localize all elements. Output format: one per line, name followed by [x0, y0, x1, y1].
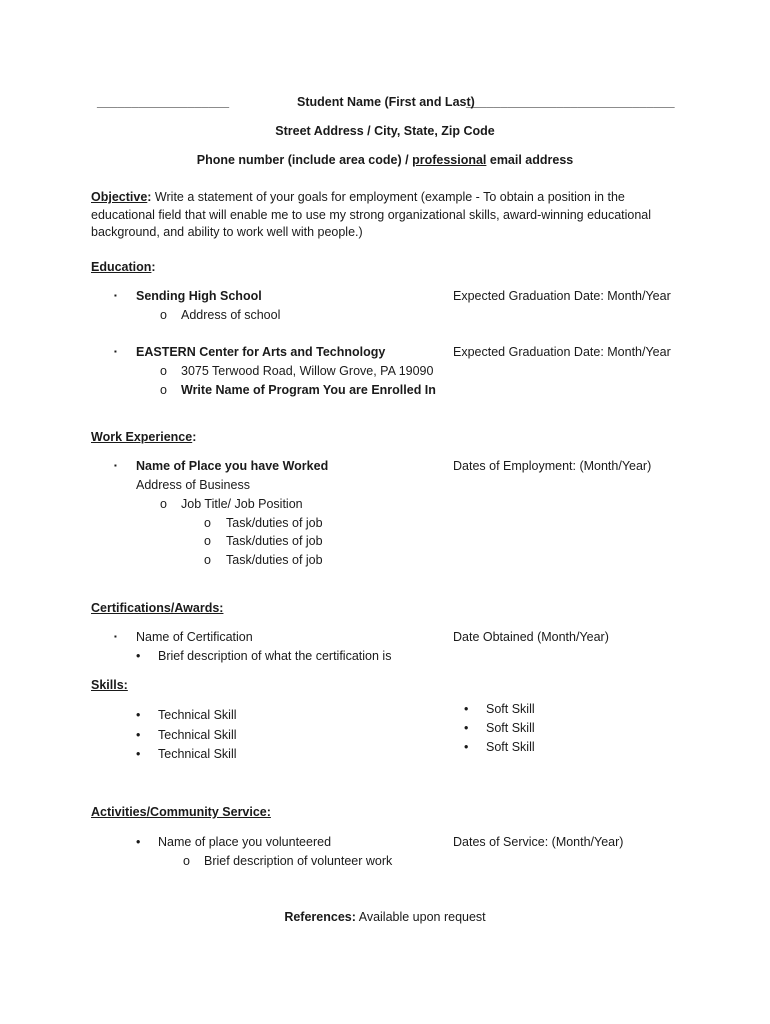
work-heading-text: Work Experience — [91, 430, 193, 444]
skills-heading: Skills: — [91, 678, 128, 692]
dot-bullet-icon: • — [136, 747, 141, 761]
circle-bullet-icon: o — [183, 854, 190, 868]
work-colon: : — [192, 430, 197, 444]
activity-desc: Brief description of volunteer work — [204, 854, 393, 868]
school-1-name: Sending High School — [136, 289, 262, 303]
street-address: Street Address / City, State, Zip Code — [275, 124, 495, 138]
dot-bullet-icon: • — [464, 740, 469, 754]
activity-place: Name of place you volunteered — [158, 835, 332, 849]
email-suffix: email address — [486, 153, 574, 167]
work-heading — [91, 429, 196, 445]
certification-desc: Brief description of what the certification is — [158, 649, 392, 663]
circle-bullet-icon: o — [160, 497, 167, 511]
school-1-date: Expected Graduation Date: Month/Year — [453, 289, 671, 303]
work-title: Job Title/ Job Position — [181, 497, 303, 511]
school-2-program: Write Name of Program You are Enrolled In — [181, 383, 436, 397]
circle-bullet-icon: o — [204, 516, 211, 530]
circle-bullet-icon: o — [160, 383, 167, 397]
dot-bullet-icon: • — [136, 728, 141, 742]
dot-bullet-icon: • — [136, 708, 141, 722]
technical-skill: Technical Skill — [158, 728, 237, 742]
references-text: Available upon request — [358, 910, 486, 924]
school-2-address: 3075 Terwood Road, Willow Grove, PA 19090 — [181, 364, 434, 378]
education-heading-text: Education — [91, 260, 152, 274]
square-bullet-icon: ▪ — [114, 347, 117, 356]
technical-skill: Technical Skill — [158, 708, 237, 722]
certification-date: Date Obtained (Month/Year) — [453, 630, 609, 644]
circle-bullet-icon: o — [160, 364, 167, 378]
school-2-date: Expected Graduation Date: Month/Year — [453, 345, 671, 359]
dot-bullet-icon: • — [136, 649, 141, 663]
professional-word: professional — [412, 153, 487, 167]
objective-label: Objective — [91, 190, 148, 204]
school-1-address: Address of school — [181, 308, 281, 322]
header-line-right: ______________________________ — [466, 95, 675, 109]
student-name: Student Name (First and Last) — [297, 95, 475, 109]
certifications-heading: Certifications/Awards: — [91, 601, 224, 615]
technical-skill: Technical Skill — [158, 747, 237, 761]
objective-text: Write a statement of your goals for employment (example - To obtain a position in the educational field that will enable me to use my strong organizational skills, award-winning educational background, and ability to work well with people.) — [91, 190, 652, 239]
dot-bullet-icon: • — [464, 702, 469, 716]
work-task: Task/duties of job — [226, 516, 323, 530]
school-2-name: EASTERN Center for Arts and Technology — [136, 345, 386, 359]
soft-skill: Soft Skill — [486, 702, 535, 716]
soft-skill: Soft Skill — [486, 740, 535, 754]
dot-bullet-icon: • — [464, 721, 469, 735]
phone-email-line — [0, 152, 770, 168]
circle-bullet-icon: o — [160, 308, 167, 322]
square-bullet-icon: ▪ — [114, 291, 117, 300]
activity-date: Dates of Service: (Month/Year) — [453, 835, 624, 849]
circle-bullet-icon: o — [204, 553, 211, 567]
phone-prefix: Phone number (include area code) / — [196, 153, 413, 167]
square-bullet-icon: ▪ — [114, 632, 117, 641]
work-address: Address of Business — [136, 478, 250, 492]
objective-paragraph — [91, 189, 681, 242]
square-bullet-icon: ▪ — [114, 461, 117, 470]
circle-bullet-icon: o — [204, 534, 211, 548]
certification-name: Name of Certification — [136, 630, 253, 644]
objective-colon: : — [147, 190, 152, 204]
dot-bullet-icon: • — [136, 835, 141, 849]
work-task: Task/duties of job — [226, 553, 323, 567]
work-date: Dates of Employment: (Month/Year) — [453, 459, 652, 473]
education-heading — [91, 259, 156, 275]
education-colon: : — [151, 260, 156, 274]
activities-heading: Activities/Community Service: — [91, 805, 271, 819]
references-label: References: — [284, 910, 356, 924]
work-task: Task/duties of job — [226, 534, 323, 548]
work-place: Name of Place you have Worked — [136, 459, 329, 473]
references-line — [0, 909, 770, 925]
header-line-left: ___________________ — [97, 95, 230, 109]
soft-skill: Soft Skill — [486, 721, 535, 735]
